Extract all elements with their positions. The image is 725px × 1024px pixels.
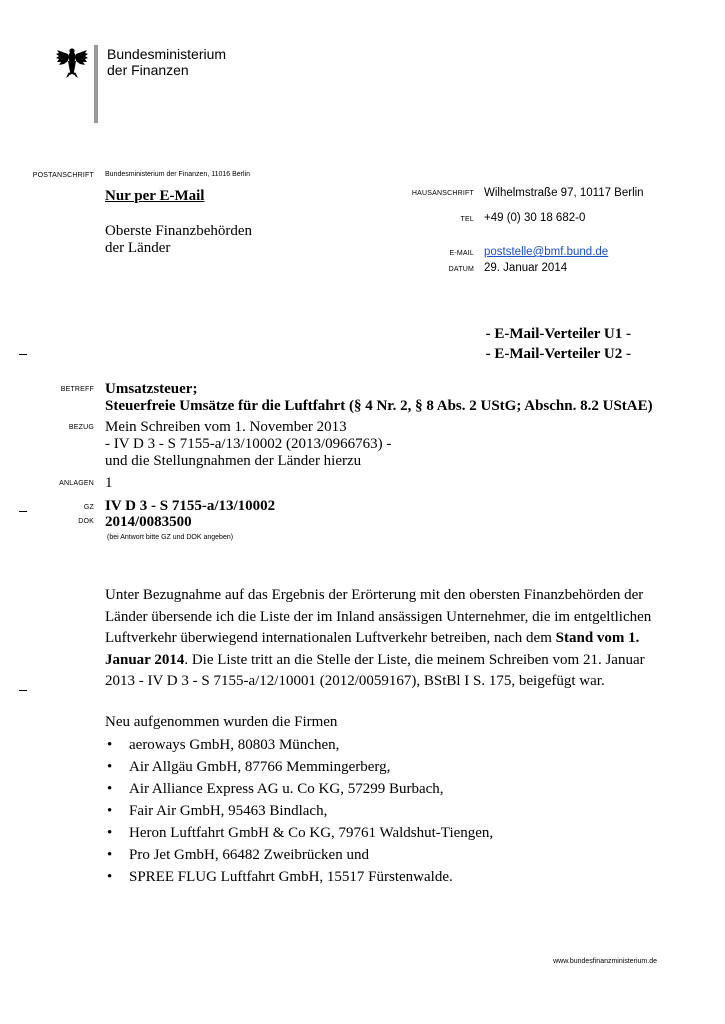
list-item: • aeroways GmbH, 80803 München, xyxy=(105,734,665,756)
datum-value: 29. Januar 2014 xyxy=(484,262,568,274)
bezug-line1: Mein Schreiben vom 1. November 2013 xyxy=(105,419,347,435)
fold-mark xyxy=(19,354,27,355)
gz-label: GZ xyxy=(83,504,94,511)
ministry-name-line1: Bundesministerium xyxy=(107,46,227,62)
recipient-line2: der Länder xyxy=(105,240,171,256)
datum-label: DATUM xyxy=(448,266,474,273)
delivery-mode: Nur per E-Mail xyxy=(105,188,205,204)
dok-value: 2014/0083500 xyxy=(105,514,192,530)
email-link[interactable]: poststelle@bmf.bund.de xyxy=(484,246,609,258)
body-paragraph-1-bold: Stand vom 1. Januar 2014 xyxy=(105,630,640,668)
logo-divider-bar xyxy=(94,45,98,123)
list-item: • Air Alliance Express AG u. Co KG, 57299 Burbach, xyxy=(105,778,665,800)
tel-value: +49 (0) 30 18 682-0 xyxy=(484,212,586,224)
dok-label: DOK xyxy=(78,518,94,525)
fold-mark xyxy=(19,690,27,691)
reply-hint: (bei Antwort bitte GZ und DOK angeben) xyxy=(107,534,234,541)
recipient-line1: Oberste Finanzbehörden xyxy=(105,223,253,239)
list-item: • Air Allgäu GmbH, 87766 Memmingerberg, xyxy=(105,756,665,778)
verteiler-line2: - E-Mail-Verteiler U2 - xyxy=(485,346,631,362)
verteiler-line1: - E-Mail-Verteiler U1 - xyxy=(485,326,631,342)
email-label: E-MAIL xyxy=(449,250,474,257)
bezug-label: BEZUG xyxy=(68,424,94,431)
betreff-label: BETREFF xyxy=(60,386,94,393)
gz-value: IV D 3 - S 7155-a/13/10002 xyxy=(105,498,276,514)
federal-eagle-icon xyxy=(55,45,89,79)
betreff-line2: Steuerfreie Umsätze für die Luftfahrt (§ 4 Nr. 2, § 8 Abs. 2 UStG; Abschn. 8.2 UStAE) xyxy=(105,398,653,414)
ministry-name xyxy=(107,46,226,78)
body-paragraph-1-text: Unter Bezugnahme auf das Ergebnis der Erörterung mit den obersten Finanzbehörden der Länder übersende ich die Liste der im Inland ansässigen Unternehmer, die im entgeltlichen Luftverkehr überwiegend internationalen Luftverkehr betreiben, nach dem xyxy=(105,587,652,646)
bezug-line3: und die Stellungnahmen der Länder hierzu xyxy=(105,453,362,469)
hausanschrift-value: Wilhelmstraße 97, 10117 Berlin xyxy=(484,187,644,199)
hausanschrift-label: HAUSANSCHRIFT xyxy=(411,190,474,197)
postanschrift-value: Bundesministerium der Finanzen, 11016 Berlin xyxy=(105,171,251,178)
body-paragraph-1 xyxy=(105,585,665,693)
list-item: • Pro Jet GmbH, 66482 Zweibrücken und xyxy=(105,844,665,866)
anlagen-label: ANLAGEN xyxy=(59,480,94,487)
anlagen-value: 1 xyxy=(105,475,113,491)
ministry-name-line2: der Finanzen xyxy=(107,62,189,78)
tel-label: TEL xyxy=(460,216,474,223)
list-item: • Fair Air GmbH, 95463 Bindlach, xyxy=(105,800,665,822)
list-item: • SPREE FLUG Luftfahrt GmbH, 15517 Fürstenwalde. xyxy=(105,866,665,888)
bezug-line2: - IV D 3 - S 7155-a/13/10002 (2013/0966763) - xyxy=(105,436,392,452)
footer-website: www.bundesfinanzministerium.de xyxy=(553,958,657,965)
list-item: • Heron Luftfahrt GmbH & Co KG, 79761 Waldshut-Tiengen, xyxy=(105,822,665,844)
firmen-list xyxy=(105,734,665,888)
body-paragraph-2: Neu aufgenommen wurden die Firmen xyxy=(105,714,338,730)
fold-mark xyxy=(19,511,27,512)
body-paragraph-1-text-end: . Die Liste tritt an die Stelle der Liste, die meinem Schreiben vom 21. Januar 2013 - IV D 3 - S 7155-a/12/10001 (2012/0059167), BStBl I S. 175, beigefügt war. xyxy=(105,651,645,689)
postanschrift-label: POSTANSCHRIFT xyxy=(32,172,94,179)
betreff-line1: Umsatzsteuer; xyxy=(105,381,198,397)
